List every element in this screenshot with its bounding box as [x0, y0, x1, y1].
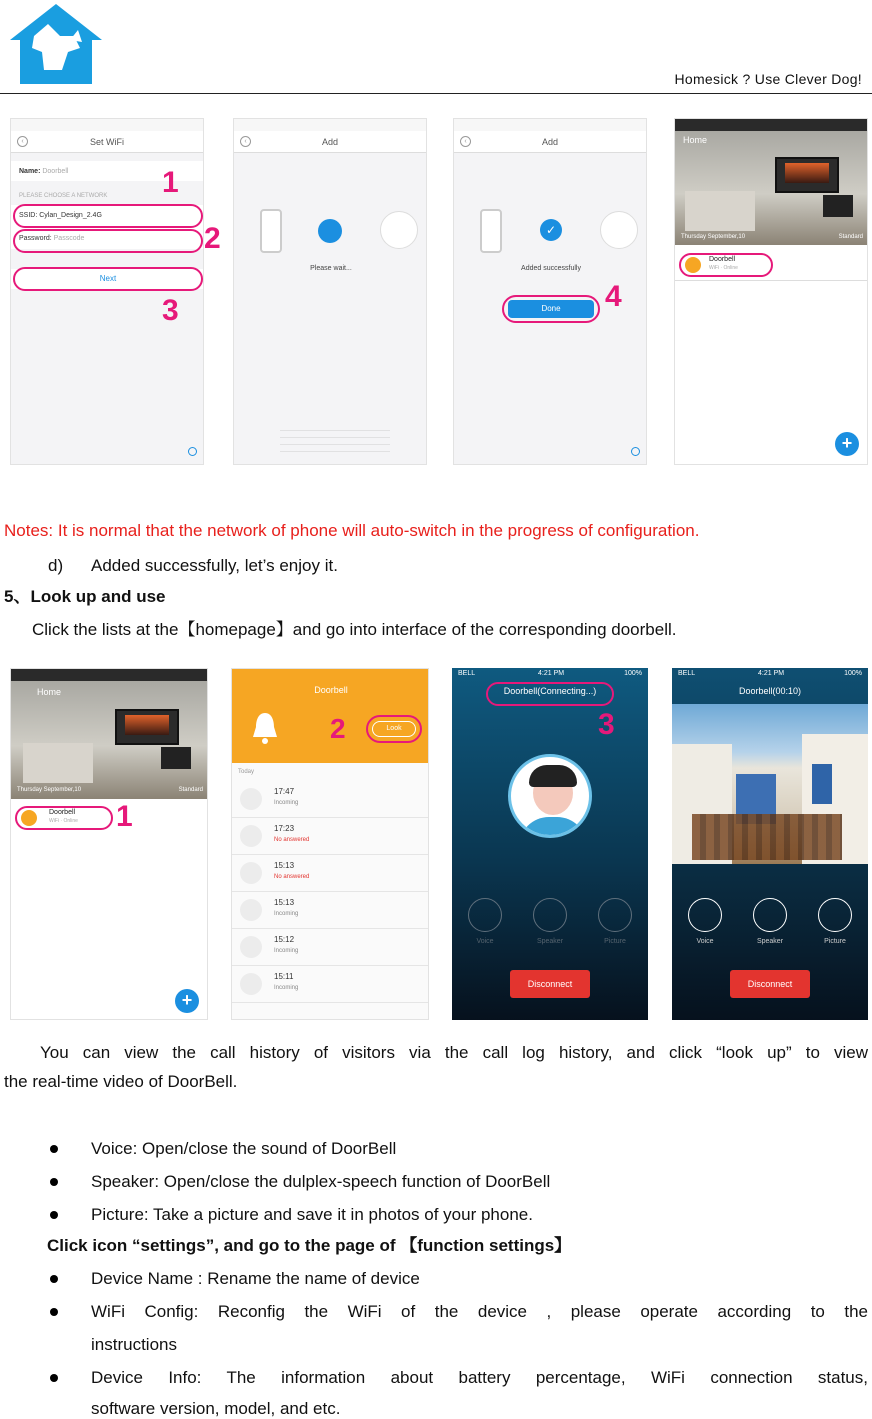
marker-2b: 2	[330, 713, 346, 744]
bullet-dot	[50, 1178, 58, 1186]
bullet-picture: Picture: Take a picture and save it in photos of your phone.	[91, 1205, 533, 1224]
marker-3: 3	[162, 294, 179, 327]
history-status: Incoming	[274, 911, 299, 917]
nav-title: Add	[321, 137, 338, 147]
device-status: WiFi · Online	[49, 818, 78, 824]
device-status: WiFi · Online	[709, 265, 738, 271]
header-divider	[0, 93, 872, 94]
bell-icon	[240, 862, 262, 884]
network-section-label: PLEASE CHOOSE A NETWORK	[19, 193, 108, 199]
info-icon	[188, 447, 197, 456]
doorbell-title: Doorbell	[314, 685, 348, 695]
added-successfully-text: Added successfully	[521, 265, 581, 272]
history-row[interactable]	[232, 929, 428, 966]
history-time: 17:23	[274, 824, 295, 833]
doorbell-header	[232, 681, 429, 763]
voice-button-icon	[688, 898, 722, 932]
speaker-label: Speaker	[536, 938, 564, 945]
history-status: Incoming	[274, 800, 299, 806]
highlight-look	[366, 715, 422, 743]
voice-label: Voice	[696, 938, 714, 945]
bullet-device-info-line1: Device Info: The information about battery percentage, WiFi connection status,	[91, 1368, 868, 1387]
status-bar	[234, 119, 426, 131]
header-title: Homesick ? Use Clever Dog!	[674, 71, 862, 87]
marker-4: 4	[605, 280, 622, 313]
device-name: Doorbell	[49, 809, 76, 816]
disconnect-button: Disconnect	[510, 970, 590, 998]
bell-icon	[240, 788, 262, 810]
status-bar: BELL 4:21 PM 100%	[458, 670, 642, 677]
instructions-faint	[280, 424, 390, 454]
bullet-dot	[50, 1275, 58, 1283]
highlight-doorbell	[15, 806, 113, 830]
history-row[interactable]	[232, 966, 428, 1003]
phone-icon	[260, 209, 282, 253]
section-5-heading: 5、Look up and use	[4, 587, 166, 606]
highlight-next	[13, 267, 203, 291]
nav-title: Set WiFi	[89, 137, 124, 147]
speaker-button-icon	[753, 898, 787, 932]
bullet-speaker: Speaker: Open/close the dulplex-speech function of DoorBell	[91, 1172, 551, 1191]
disconnect-button: Disconnect	[730, 970, 810, 998]
screenshot-home	[674, 118, 868, 465]
password-field: Password: Passcode	[19, 235, 85, 242]
call-title: Doorbell(Connecting...)	[503, 686, 597, 696]
screenshot-connecting	[452, 668, 648, 1020]
history-status: Incoming	[274, 985, 299, 991]
bullet-dot	[50, 1308, 58, 1316]
back-icon: ‹	[17, 136, 28, 147]
home-date: Thursday September,10	[17, 787, 82, 793]
history-paragraph-line2: the real-time video of DoorBell.	[4, 1072, 238, 1091]
picture-label: Picture	[824, 938, 846, 945]
bell-icon	[240, 936, 262, 958]
speaker-label: Speaker	[756, 938, 784, 945]
history-paragraph-line1: You can view the call history of visitors via the call log history, and click “look up” to view	[40, 1043, 868, 1062]
bell-icon	[240, 973, 262, 995]
marker-3b: 3	[598, 708, 615, 741]
history-time: 15:13	[274, 898, 295, 907]
add-device-icon: +	[835, 432, 859, 456]
phone-icon	[480, 209, 502, 253]
bullet-device-name: Device Name : Rename the name of device	[91, 1269, 420, 1288]
add-device-icon: +	[175, 989, 199, 1013]
bullet-dot	[50, 1145, 58, 1153]
bullet-dot	[50, 1211, 58, 1219]
status-bar	[454, 119, 646, 131]
please-wait-text: Please wait...	[310, 265, 352, 272]
bullet-dot	[50, 1374, 58, 1382]
history-time: 15:12	[274, 935, 295, 944]
visitor-avatar-icon	[508, 754, 592, 838]
doorbell-icon	[380, 211, 418, 249]
home-mode: Standard	[838, 234, 863, 240]
settings-instruction: Click icon “settings”, and go to the page of 【function settings】	[47, 1236, 572, 1255]
highlight-done	[502, 295, 600, 323]
history-status: Incoming	[274, 948, 299, 954]
ssid-field: SSID: Cylan_Design_2.4G	[19, 212, 102, 219]
look-button: Look	[372, 721, 416, 737]
nav-title: Add	[541, 137, 558, 147]
call-title: Doorbell(00:10)	[738, 686, 802, 696]
history-row[interactable]	[232, 781, 428, 818]
bullet-device-info-line2: software version, model, and etc.	[91, 1399, 341, 1418]
screenshot-live-video	[672, 668, 868, 1020]
speaker-button-icon	[533, 898, 567, 932]
picture-label: Picture	[604, 938, 626, 945]
check-icon: ✓	[540, 219, 562, 241]
nav-bar	[11, 131, 203, 153]
doorbell-icon	[600, 211, 638, 249]
screenshot-add-waiting	[233, 118, 427, 465]
history-row[interactable]	[232, 892, 428, 929]
back-icon: ‹	[460, 136, 471, 147]
status-bar: BELL 4:21 PM 100%	[678, 670, 862, 677]
picture-button-icon	[818, 898, 852, 932]
wifi-icon	[318, 219, 342, 243]
bell-icon	[240, 899, 262, 921]
highlight-password	[13, 229, 203, 253]
voice-button-icon	[468, 898, 502, 932]
history-time: 15:11	[274, 972, 294, 981]
history-status: No answered	[274, 837, 310, 843]
highlight-ssid	[13, 204, 203, 228]
bullet-voice: Voice: Open/close the sound of DoorBell	[91, 1139, 397, 1158]
section-5-intro: Click the lists at the【homepage】and go into interface of the corresponding doorbell.	[32, 620, 677, 639]
next-button: Next	[11, 269, 204, 289]
bullet-wifi-config-line2: instructions	[91, 1335, 177, 1354]
marker-2: 2	[204, 222, 221, 255]
back-icon: ‹	[240, 136, 251, 147]
nav-bar	[234, 131, 426, 153]
live-video-feed	[672, 704, 868, 864]
history-status: No answered	[274, 874, 310, 880]
status-bar	[675, 119, 867, 131]
logo	[4, 0, 108, 88]
marker-1b: 1	[116, 800, 133, 833]
room-photo	[675, 131, 868, 245]
nav-bar	[454, 131, 646, 153]
highlight-connecting	[486, 682, 614, 706]
device-name: Doorbell	[709, 256, 736, 263]
step-d-label: d)	[48, 556, 64, 575]
history-time: 17:47	[274, 787, 295, 796]
status-bar	[11, 119, 203, 131]
today-label: Today	[238, 769, 255, 775]
notes-text: Notes: It is normal that the network of phone will auto-switch in the progress of configuration.	[4, 521, 700, 540]
bullet-wifi-config-line1: WiFi Config: Reconfig the WiFi of the device , please operate according to the	[91, 1302, 868, 1321]
home-title: Home	[37, 687, 62, 697]
home-title: Home	[683, 135, 708, 145]
voice-label: Voice	[476, 938, 494, 945]
history-time: 15:13	[274, 861, 295, 870]
marker-1: 1	[162, 166, 179, 199]
history-row[interactable]	[232, 855, 428, 892]
status-bar	[11, 669, 207, 681]
home-date: Thursday September,10	[681, 234, 746, 240]
highlight-doorbell	[679, 253, 773, 277]
home-mode: Standard	[178, 787, 203, 793]
picture-button-icon	[598, 898, 632, 932]
step-d-text: Added successfully, let’s enjoy it.	[91, 556, 338, 575]
name-field: Name: Doorbell	[19, 168, 69, 175]
bell-icon	[240, 825, 262, 847]
bell-icon	[250, 711, 280, 745]
info-icon	[631, 447, 640, 456]
screenshot-home-2	[10, 668, 208, 1020]
screenshot-doorbell-history	[231, 668, 429, 1020]
history-row[interactable]	[232, 818, 428, 855]
room-photo	[11, 681, 208, 799]
status-bar	[232, 669, 428, 681]
done-button: Done	[508, 300, 594, 318]
